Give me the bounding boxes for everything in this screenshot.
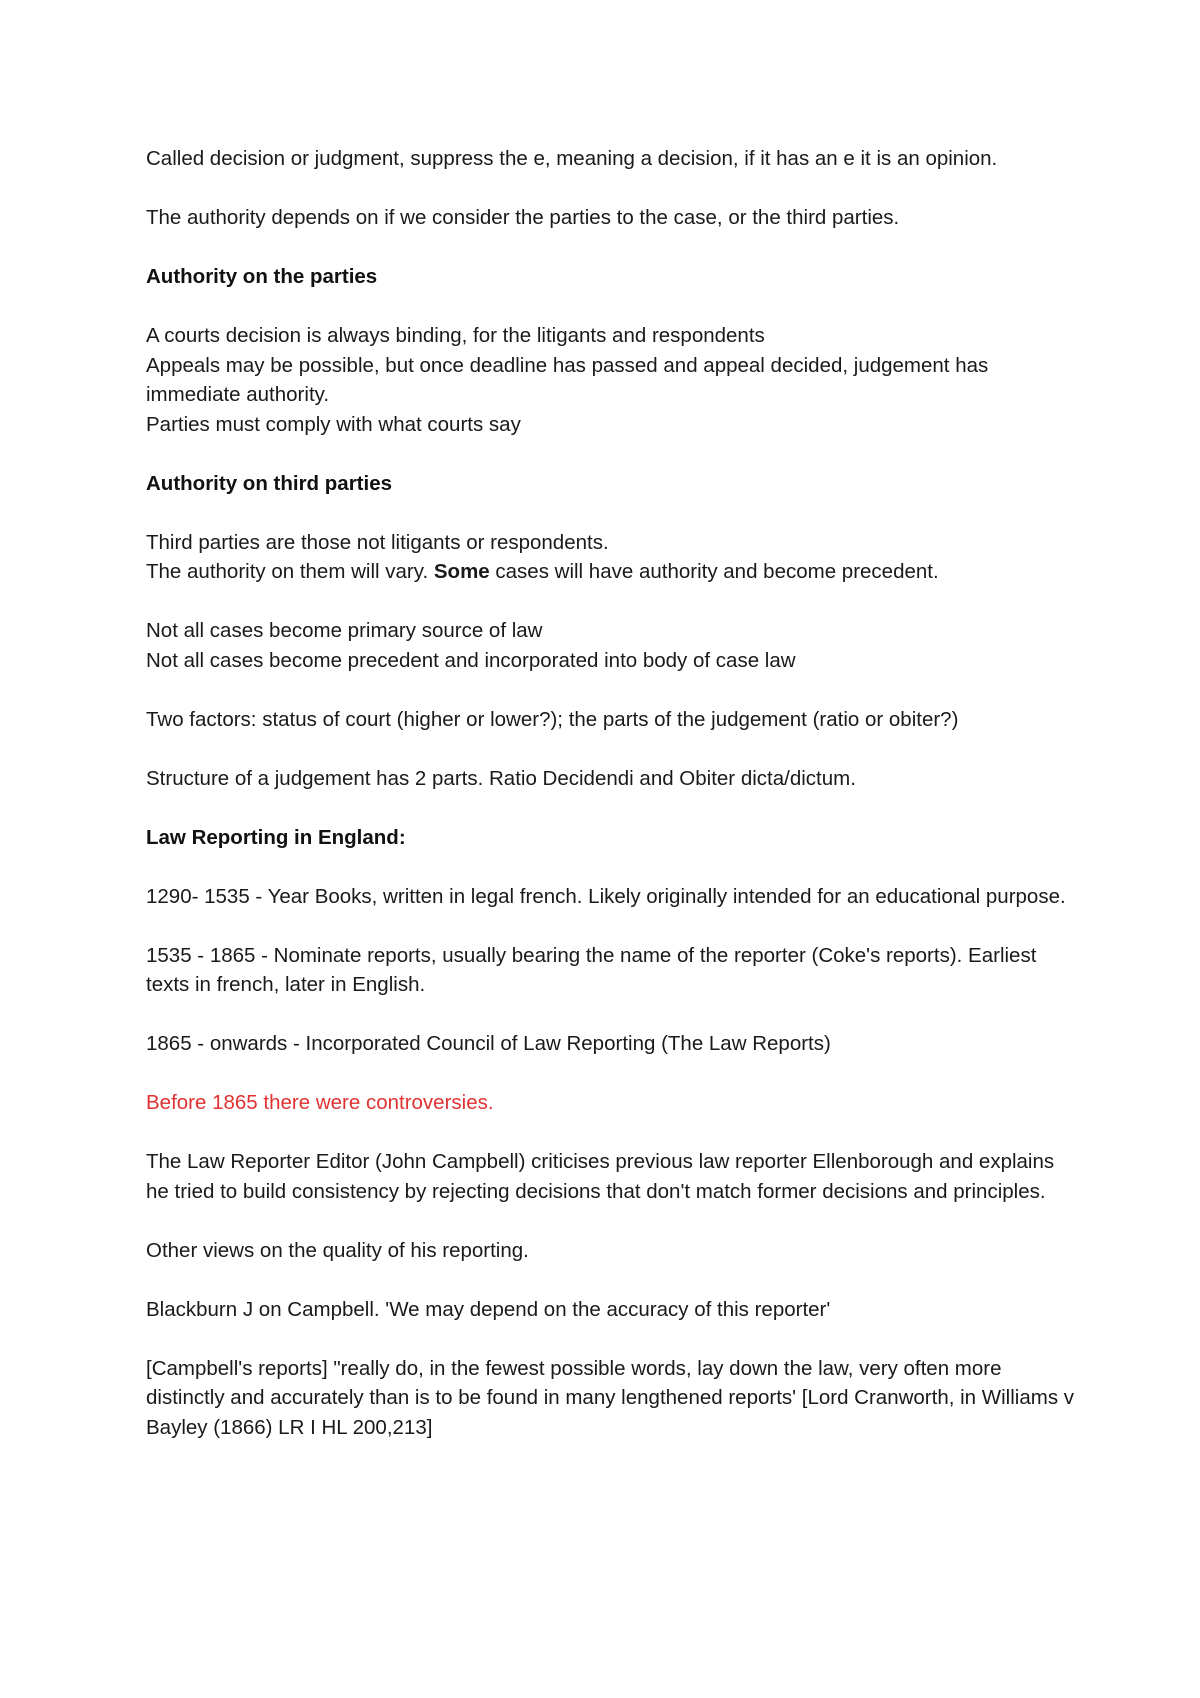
line-authority-varies (146, 557, 1076, 587)
paragraph-two-factors: Two factors: status of court (higher or lower?); the parts of the judgement (ratio or obiter?) (146, 707, 959, 731)
paragraph-judgement-structure: Structure of a judgement has 2 parts. Ratio Decidendi and Obiter dicta/dictum. (146, 766, 856, 790)
paragraph-decision-definition: Called decision or judgment, suppress the e, meaning a decision, if it has an e it is an opinion. (146, 147, 998, 170)
authority-varies-rest: cases will have authority and become precedent. (489, 560, 939, 583)
line-appeals-possible: Appeals may be possible, but once deadline has passed and appeal decided, judgement has immediate authority. (146, 353, 989, 406)
paragraph-cranworth-quote: [Campbell's reports] "really do, in the fewest possible words, lay down the law, very often more distinctly and accurately than is to be found in many lengthened reports' [Lord Cranworth, in Williams v Bayley (1866) LR I HL 200,213] (146, 1356, 1075, 1439)
heading-law-reporting: Law Reporting in England: (146, 825, 406, 849)
line-not-precedent: Not all cases become precedent and incorporated into body of case law (146, 648, 796, 672)
paragraph-campbell-editor: The Law Reporter Editor (John Campbell) criticises previous law reporter Ellenborough and explains he tried to build consistency by rejecting decisions that don't match former decisions and principles. (146, 1150, 1055, 1203)
authority-varies-text: The authority on them will vary. (146, 560, 434, 583)
line-parties-comply: Parties must comply with what courts say (146, 412, 521, 436)
emphasis-some: Some (433, 560, 490, 583)
paragraph-blackburn-quote: Blackburn J on Campbell. 'We may depend on the accuracy of this reporter' (146, 1297, 831, 1321)
document-page (146, 144, 1076, 1472)
line-third-parties-definition: Third parties are those not litigants or respondents. (146, 530, 609, 554)
line-courts-decision-binding: A courts decision is always binding, for the litigants and respondents (146, 324, 765, 347)
heading-authority-third-parties: Authority on third parties (146, 471, 392, 495)
line-not-primary-source: Not all cases become primary source of law (146, 619, 543, 642)
paragraph-year-books: 1290- 1535 - Year Books, written in legal french. Likely originally intended for an educational purpose. (146, 884, 1066, 908)
heading-authority-parties: Authority on the parties (146, 265, 378, 288)
paragraph-other-views: Other views on the quality of his reporting. (146, 1238, 529, 1262)
paragraph-controversies: Before 1865 there were controversies. (146, 1091, 494, 1114)
paragraph-council-law-reporting: 1865 - onwards - Incorporated Council of Law Reporting (The Law Reports) (146, 1032, 831, 1055)
paragraph-authority-intro: The authority depends on if we consider the parties to the case, or the third parties. (146, 206, 900, 229)
paragraph-nominate-reports: 1535 - 1865 - Nominate reports, usually bearing the name of the reporter (Coke's reports). Earliest texts in french, later in English. (146, 943, 1037, 996)
